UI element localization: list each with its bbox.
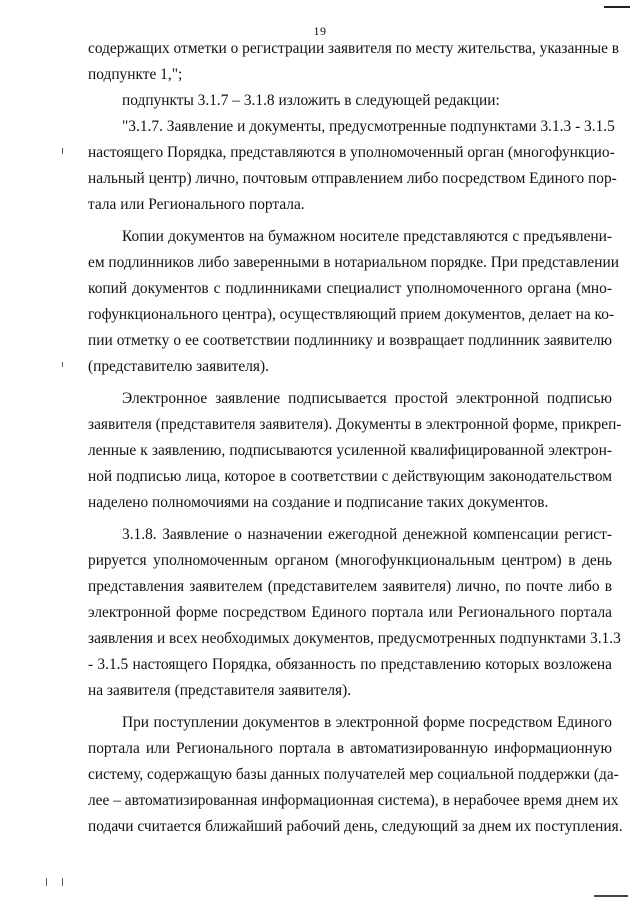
scan-artifact-left-mark — [46, 878, 47, 886]
text-line: рируется уполномоченным органом (многофункциональным центром) в день — [88, 552, 612, 569]
text-line: гофункционального центра), осуществляющий прием документов, делает на ко- — [88, 306, 615, 323]
text-line: содержащих отметки о регистрации заявителя по месту жительства, указанные в — [88, 40, 620, 57]
paragraph-3-1-7 — [88, 114, 617, 218]
paragraph-electronic-application — [88, 386, 622, 516]
text-line: "3.1.7. Заявление и документы, предусмотренные подпунктами 3.1.3 - 3.1.5 — [122, 118, 615, 135]
text-line: тала или Регионального портала. — [88, 196, 305, 213]
text-line: (представителю заявителя). — [88, 358, 269, 375]
text-line: ем подлинников либо заверенными в нотариальном порядке. При представлении — [88, 254, 619, 271]
scan-artifact-left-mark — [62, 148, 63, 154]
scan-artifact-top — [604, 6, 630, 8]
text-line: настоящего Порядка, представляются в уполномоченный орган (многофункцио- — [88, 144, 615, 161]
text-line: нальный центр) лично, почтовым отправлением либо посредством Единого пор- — [88, 170, 617, 187]
text-line: наделено полномочиями на создание и подписание таких документов. — [88, 494, 549, 511]
text-line: систему, содержащую базы данных получателей мер социальной поддержки (да- — [88, 766, 619, 783]
scan-artifact-left-mark — [62, 878, 63, 886]
text-line: заявителя (представителя заявителя). Документы в электронной форме, прикреп- — [88, 416, 622, 433]
text-line: портала или Регионального портала в автоматизированную информационную — [88, 740, 612, 757]
text-line: заявления и всех необходимых документов, предусмотренных подпунктами 3.1.3 — [88, 630, 621, 647]
text-line: представления заявителем (представителем заявителя) лично, по почте либо в — [88, 578, 612, 595]
text-line: подачи считается ближайший рабочий день, следующий за днем их поступления. — [88, 818, 623, 835]
text-line: лее – автоматизированная информационная система), в нерабочее время днем их — [88, 792, 619, 809]
text-line: ленные к заявлению, подписываются усиленной квалифицированной электрон- — [88, 442, 612, 459]
text-line: пии отметку о ее соответствии подлиннику и возвращает подлинник заявителю — [88, 332, 612, 349]
text-line: подпункте 1,"; — [88, 66, 183, 83]
scan-artifact-bottom — [594, 895, 628, 897]
page-number: 19 — [313, 24, 327, 38]
paragraph-3-1-8 — [88, 522, 621, 704]
text-line: электронной форме посредством Единого портала или Регионального портала — [88, 604, 612, 621]
paragraph-document-receipt — [88, 710, 623, 840]
text-line: Копии документов на бумажном носителе представляются с предъявлени- — [122, 228, 612, 245]
text-line: ной подписью лица, которое в соответствии с действующим законодательством — [88, 468, 612, 485]
text-line: 3.1.8. Заявление о назначении ежегодной денежной компенсации регист- — [122, 526, 612, 543]
text-line: подпункты 3.1.7 – 3.1.8 изложить в следующей редакции: — [122, 92, 500, 109]
text-line: - 3.1.5 настоящего Порядка, обязанность по представлению которых возложена — [88, 656, 612, 673]
text-line: При поступлении документов в электронной форме посредством Единого — [122, 714, 612, 731]
scan-artifact-left-mark — [62, 362, 63, 367]
text-line: на заявителя (представителя заявителя). — [88, 682, 352, 699]
document-body — [88, 36, 623, 840]
text-line: Электронное заявление подписывается простой электронной подписью — [122, 390, 612, 407]
paragraph-amendment-instruction — [88, 88, 612, 114]
text-line: копий документов с подлинниками специалист уполномоченного органа (мно- — [88, 280, 612, 297]
paragraph-continuation — [88, 36, 620, 88]
paragraph-document-copies — [88, 224, 619, 380]
